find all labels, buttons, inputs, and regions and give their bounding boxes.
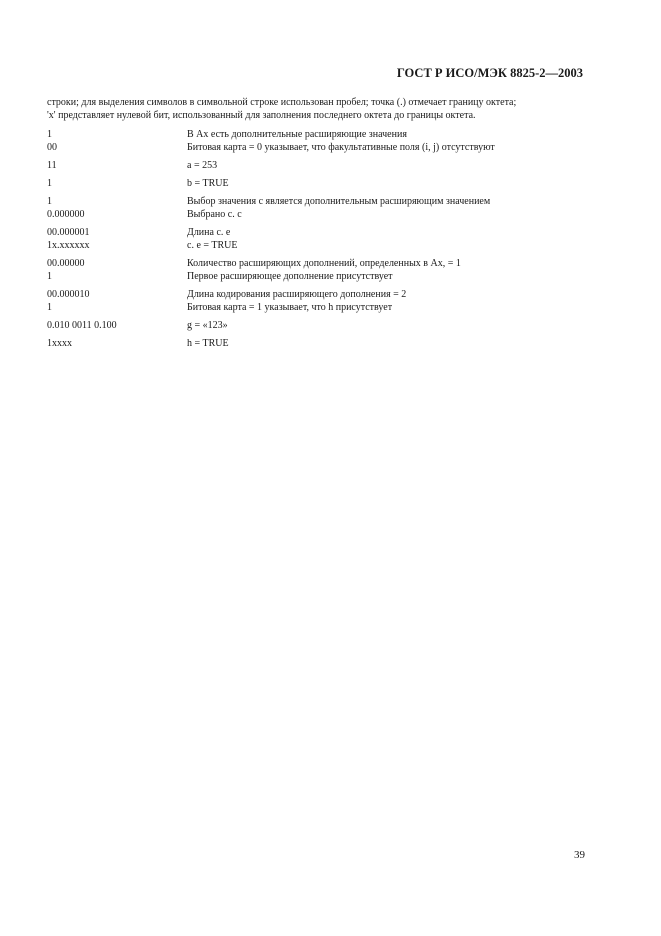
row-description: В Ax есть дополнительные расширяющие значения (187, 129, 407, 140)
row-description: Длина кодирования расширяющего дополнения = 2 (187, 289, 407, 300)
table-row (47, 301, 607, 314)
table-row (47, 141, 607, 154)
row-description: a = 253 (187, 160, 218, 171)
row-description: c. e = TRUE (187, 240, 238, 251)
bit-pattern: 1x.xxxxxx (47, 240, 90, 251)
table-row (47, 257, 607, 270)
row-description: b = TRUE (187, 178, 229, 189)
table-row (47, 177, 607, 190)
page-number: 39 (574, 849, 585, 861)
bit-pattern: 0.010 0011 0.100 (47, 320, 117, 331)
bit-pattern: 1xxxx (47, 338, 72, 349)
intro-text (47, 96, 587, 122)
encoding-table (47, 128, 607, 350)
table-row (47, 195, 607, 208)
table-row (47, 159, 607, 172)
bit-pattern: 1 (47, 271, 52, 282)
row-description: Длина c. e (187, 227, 231, 238)
table-row (47, 270, 607, 283)
bit-pattern: 00.000001 (47, 227, 90, 238)
document-header: ГОСТ Р ИСО/МЭК 8825-2—2003 (396, 66, 583, 80)
row-description: Битовая карта = 1 указывает, что h присутствует (187, 302, 393, 313)
bit-pattern: 1 (47, 196, 52, 207)
intro-line-2: 'x' представляет нулевой бит, использованный для заполнения последнего октета до границы октета. (47, 110, 476, 121)
bit-pattern: 00.000010 (47, 289, 90, 300)
table-row (47, 226, 607, 239)
table-row (47, 319, 607, 332)
bit-pattern: 1 (47, 178, 52, 189)
bit-pattern: 1 (47, 302, 52, 313)
intro-line-1: строки; для выделения символов в символьной строке использован пробел; точка (.) отмечает границу октета; (47, 97, 517, 108)
bit-pattern: 11 (47, 160, 57, 171)
table-row (47, 128, 607, 141)
table-row (47, 239, 607, 252)
row-description: Выбор значения с является дополнительным расширяющим значением (187, 196, 491, 207)
row-description: Битовая карта = 0 указывает, что факультативные поля (i, j) отсутствуют (187, 142, 495, 153)
row-description: g = «123» (187, 320, 228, 331)
table-row (47, 288, 607, 301)
table-row (47, 208, 607, 221)
bit-pattern: 00 (47, 142, 57, 153)
bit-pattern: 1 (47, 129, 52, 140)
table-row (47, 337, 607, 350)
row-description: h = TRUE (187, 338, 229, 349)
row-description: Первое расширяющее дополнение присутствует (187, 271, 393, 282)
row-description: Количество расширяющих дополнений, определенных в Ax, = 1 (187, 258, 461, 269)
bit-pattern: 00.00000 (47, 258, 85, 269)
row-description: Выбрано c. c (187, 209, 242, 220)
bit-pattern: 0.000000 (47, 209, 85, 220)
